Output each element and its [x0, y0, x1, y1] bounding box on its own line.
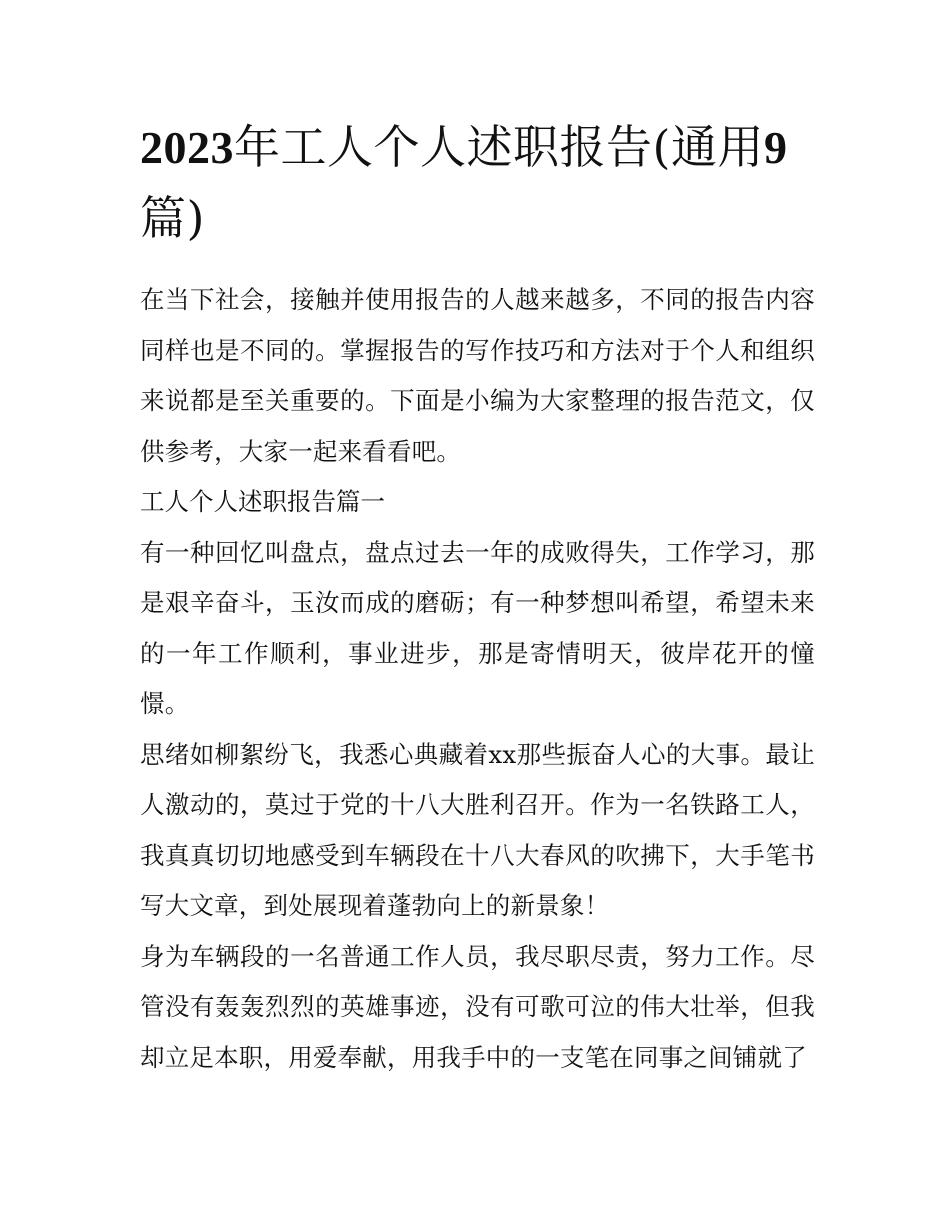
- intro-paragraph: 在当下社会，接触并使用报告的人越来越多，不同的报告内容同样也是不同的。掌握报告的写作技巧和方法对于个人和组织来说都是至关重要的。下面是小编为大家整理的报告范文，仅供参考，大家一起来看看吧。: [140, 285, 815, 466]
- body-paragraph: 身为车辆段的一名普通工作人员，我尽职尽责，努力工作。尽管没有轰轰烈烈的英雄事迹，没有可歌可泣的伟大壮举，但我却立足本职，用爱奉献，用我手中的一支笔在同事之间铺就了: [140, 941, 815, 1072]
- title-text: 年工人个人述职报告(通用: [234, 120, 764, 174]
- document-body: [140, 112, 815, 1083]
- title-count: 9: [763, 122, 788, 173]
- section-heading: 工人个人述职报告篇一: [140, 487, 385, 516]
- title-year: 2023: [140, 122, 234, 173]
- body-paragraph: 有一种回忆叫盘点，盘点过去一年的成败得失，工作学习，那是艰辛奋斗，玉汝而成的磨砺；有一种梦想叫希望，希望未来的一年工作顺利，事业进步，那是寄情明天，彼岸花开的憧憬。: [140, 537, 815, 718]
- title-suffix: 篇): [140, 191, 205, 245]
- body-paragraph: 思绪如柳絮纷飞，我悉心典藏着xx那些振奋人心的大事。最让人激动的，莫过于党的十八大胜利召开。作为一名铁路工人，我真真切切地感受到车辆段在十八大春风的吹拂下，大手笔书写大文章，到处展现着蓬勃向上的新景象！: [140, 739, 815, 920]
- document-title: [140, 112, 815, 253]
